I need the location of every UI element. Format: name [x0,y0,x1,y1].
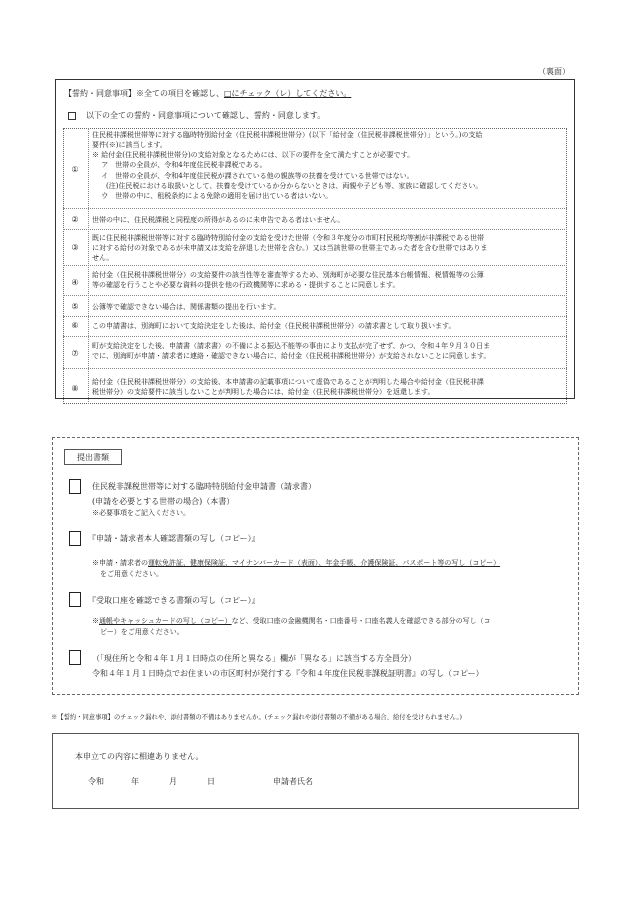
checklist-footnote: ※【誓約・同意事項】のチェック漏れや、添付書類の不備はありませんか。(チェック漏れや添付書類の不備がある場合、給付を受けられません。) [51,714,462,721]
oath-row-divider [63,368,567,369]
oath-heading [64,88,351,99]
oath-item-7-text: 町が支給決定をした後、申請書（請求書）の不備による振込不能等の事由により支払が完了せず、かつ、令和４年９月３０日ま でに、別海町が申請・請求者に連絡・確認できない場合に、給付金（住民税非課税世帯分）が支給されないことに同意します。 [92,342,491,361]
oath-item-3-text: 既に住民税非課税世帯等に対する臨時特別給付金の支給を受けた世帯（令和３年度分の市町村民税均等割が非課税である世帯 に対する給付の対象であるが未申請又は支給を辞退した世帯を含む。）又は当該世帯の世帯主であった者を含む世帯ではありま せん。 [92,234,488,263]
date-day-label: 日 [207,777,215,786]
oath-item-8-text: 給付金（住民税非課税世帯分）の支給後、本申請書の記載事項について虚偽であることが判明した場合や給付金（住民税非課 税世帯分）の支給要件に該当しないことが判明した場合には、給付金（住民税非課税世帯分）を返還します。 [92,378,484,397]
applicant-name-label: 申請者氏名 [273,777,313,786]
doc-3-title: 『受取口座を確認できる書類の写し（コピー）』 [88,596,260,605]
doc-4-title: 令和４年１月１日時点でお住まいの市区町村が発行する『令和４年度住民税非課税証明書』の写し（コピー） [92,669,484,678]
doc-1-subtitle: (申請を必要とする世帯の場合)（本書） [92,497,235,506]
declaration-section [52,733,579,809]
oath-item-6-number: ⑥ [71,321,79,330]
oath-row-divider [63,229,567,230]
date-era-label: 令和 [88,777,104,786]
doc-2-checkbox[interactable] [69,531,81,546]
oath-item-5-text: 公簿等で確認できない場合は、関係書類の提出を行います。 [92,303,281,311]
doc-3-note: ※通帳やキャッシュカードの写し（コピー）など、受取口座の金融機関名・口座番号・口座名義人を確認できる部分の写し（コ [92,617,491,625]
date-year-label: 年 [131,777,139,786]
oath-item-1-number: ① [71,165,79,174]
doc-2-title: 『申請・請求者本人確認書類の写し（コピー）』 [88,534,260,543]
oath-confirm-row [68,110,325,121]
oath-item-1-text: 住民税非課税世帯等に対する臨時特別給付金（住民税非課税世帯分）(以下「給付金（住民税非課税世帯分）」という。)の支給 要件(※)に該当します。 ※ 給付金(住民税非課税世帯分)の支給対象となるためには、以下の要件を全て満たすことが必要です。 ア 世帯の全員が、令和4年度住民税非課税である。 イ 世帯の全員が、令和4年度住民税が課されている他の親族等の扶養を受けている世帯ではない。 (注)住民税における取扱いとして、扶養を受けているか分からないときは、両親や子ども等、家族に確認してください。 ウ 世帯の中に、租税条約による免除の適用を届け出ている者はいない。 [92,131,483,200]
oath-item-2-number: ② [71,215,79,224]
oath-item-7-number: ⑦ [71,349,79,358]
oath-item-2-text: 世帯の中に、住民税課税と同程度の所得があるのに未申告である者はいません。 [92,216,345,224]
doc-3-checkbox[interactable] [69,592,81,607]
oath-confirm-checkbox[interactable] [68,112,76,120]
doc-1-title: 住民税非課税世帯等に対する臨時特別給付金申請書（請求書） [92,482,316,491]
oath-row-divider [63,316,567,317]
doc-3-note-cont: ピー）をご用意ください。 [100,628,184,636]
submission-documents-title: 提出書類 [64,449,122,465]
doc-2-note-cont: をご用意ください。 [100,570,163,578]
oath-row-divider [63,336,567,337]
oath-item-4-text: 給付金（住民税非課税世帯分）の支給要件の該当性等を審査等するため、別海町が必要な住民基本台帳情報、税情報等の公簿 等の確認を行うことや必要な資料の提供を他の行政機関等に求める・提供することに同意します。 [92,271,484,290]
oath-item-4-number: ④ [71,278,79,287]
doc-4-condition: （「現住所と令和４年１月１日時点の住所と異なる」欄が「異なる」に該当する方全員分） [92,654,416,663]
doc-2-note: ※申請・請求者の運転免許証、健康保険証、マイナンバーカード（表面）、年金手帳、介護保険証、パスポート等の写し（コピー） [92,559,501,567]
doc-1-note: ※必要事項をご記入ください。 [92,509,190,517]
doc-4-checkbox[interactable] [69,650,81,665]
oath-item-5-number: ⑤ [71,302,79,311]
oath-row-divider [63,208,567,209]
oath-item-3-number: ③ [71,243,79,252]
oath-item-8-number: ⑧ [71,384,79,393]
declaration-statement: 本申立ての内容に相違ありません。 [75,752,204,761]
oath-confirm-text: 以下の全ての誓約・同意事項について確認し、誓約・同意します。 [86,111,326,120]
doc-1-checkbox[interactable] [69,479,81,494]
page-side-label: （裏面） [538,67,570,76]
oath-row-divider [63,265,567,266]
oath-heading-instruction: □にチェック（レ）してください。 [224,89,352,98]
oath-number-divider [88,128,89,404]
oath-item-6-text: この申請書は、別海町において支給決定をした後は、給付金（住民税非課税世帯分）の請求書として取り扱います。 [92,322,456,330]
oath-heading-prefix: 【誓約・同意事項】※全ての項目を確認し、 [64,89,224,98]
date-month-label: 月 [169,777,177,786]
oath-row-divider [63,295,567,296]
